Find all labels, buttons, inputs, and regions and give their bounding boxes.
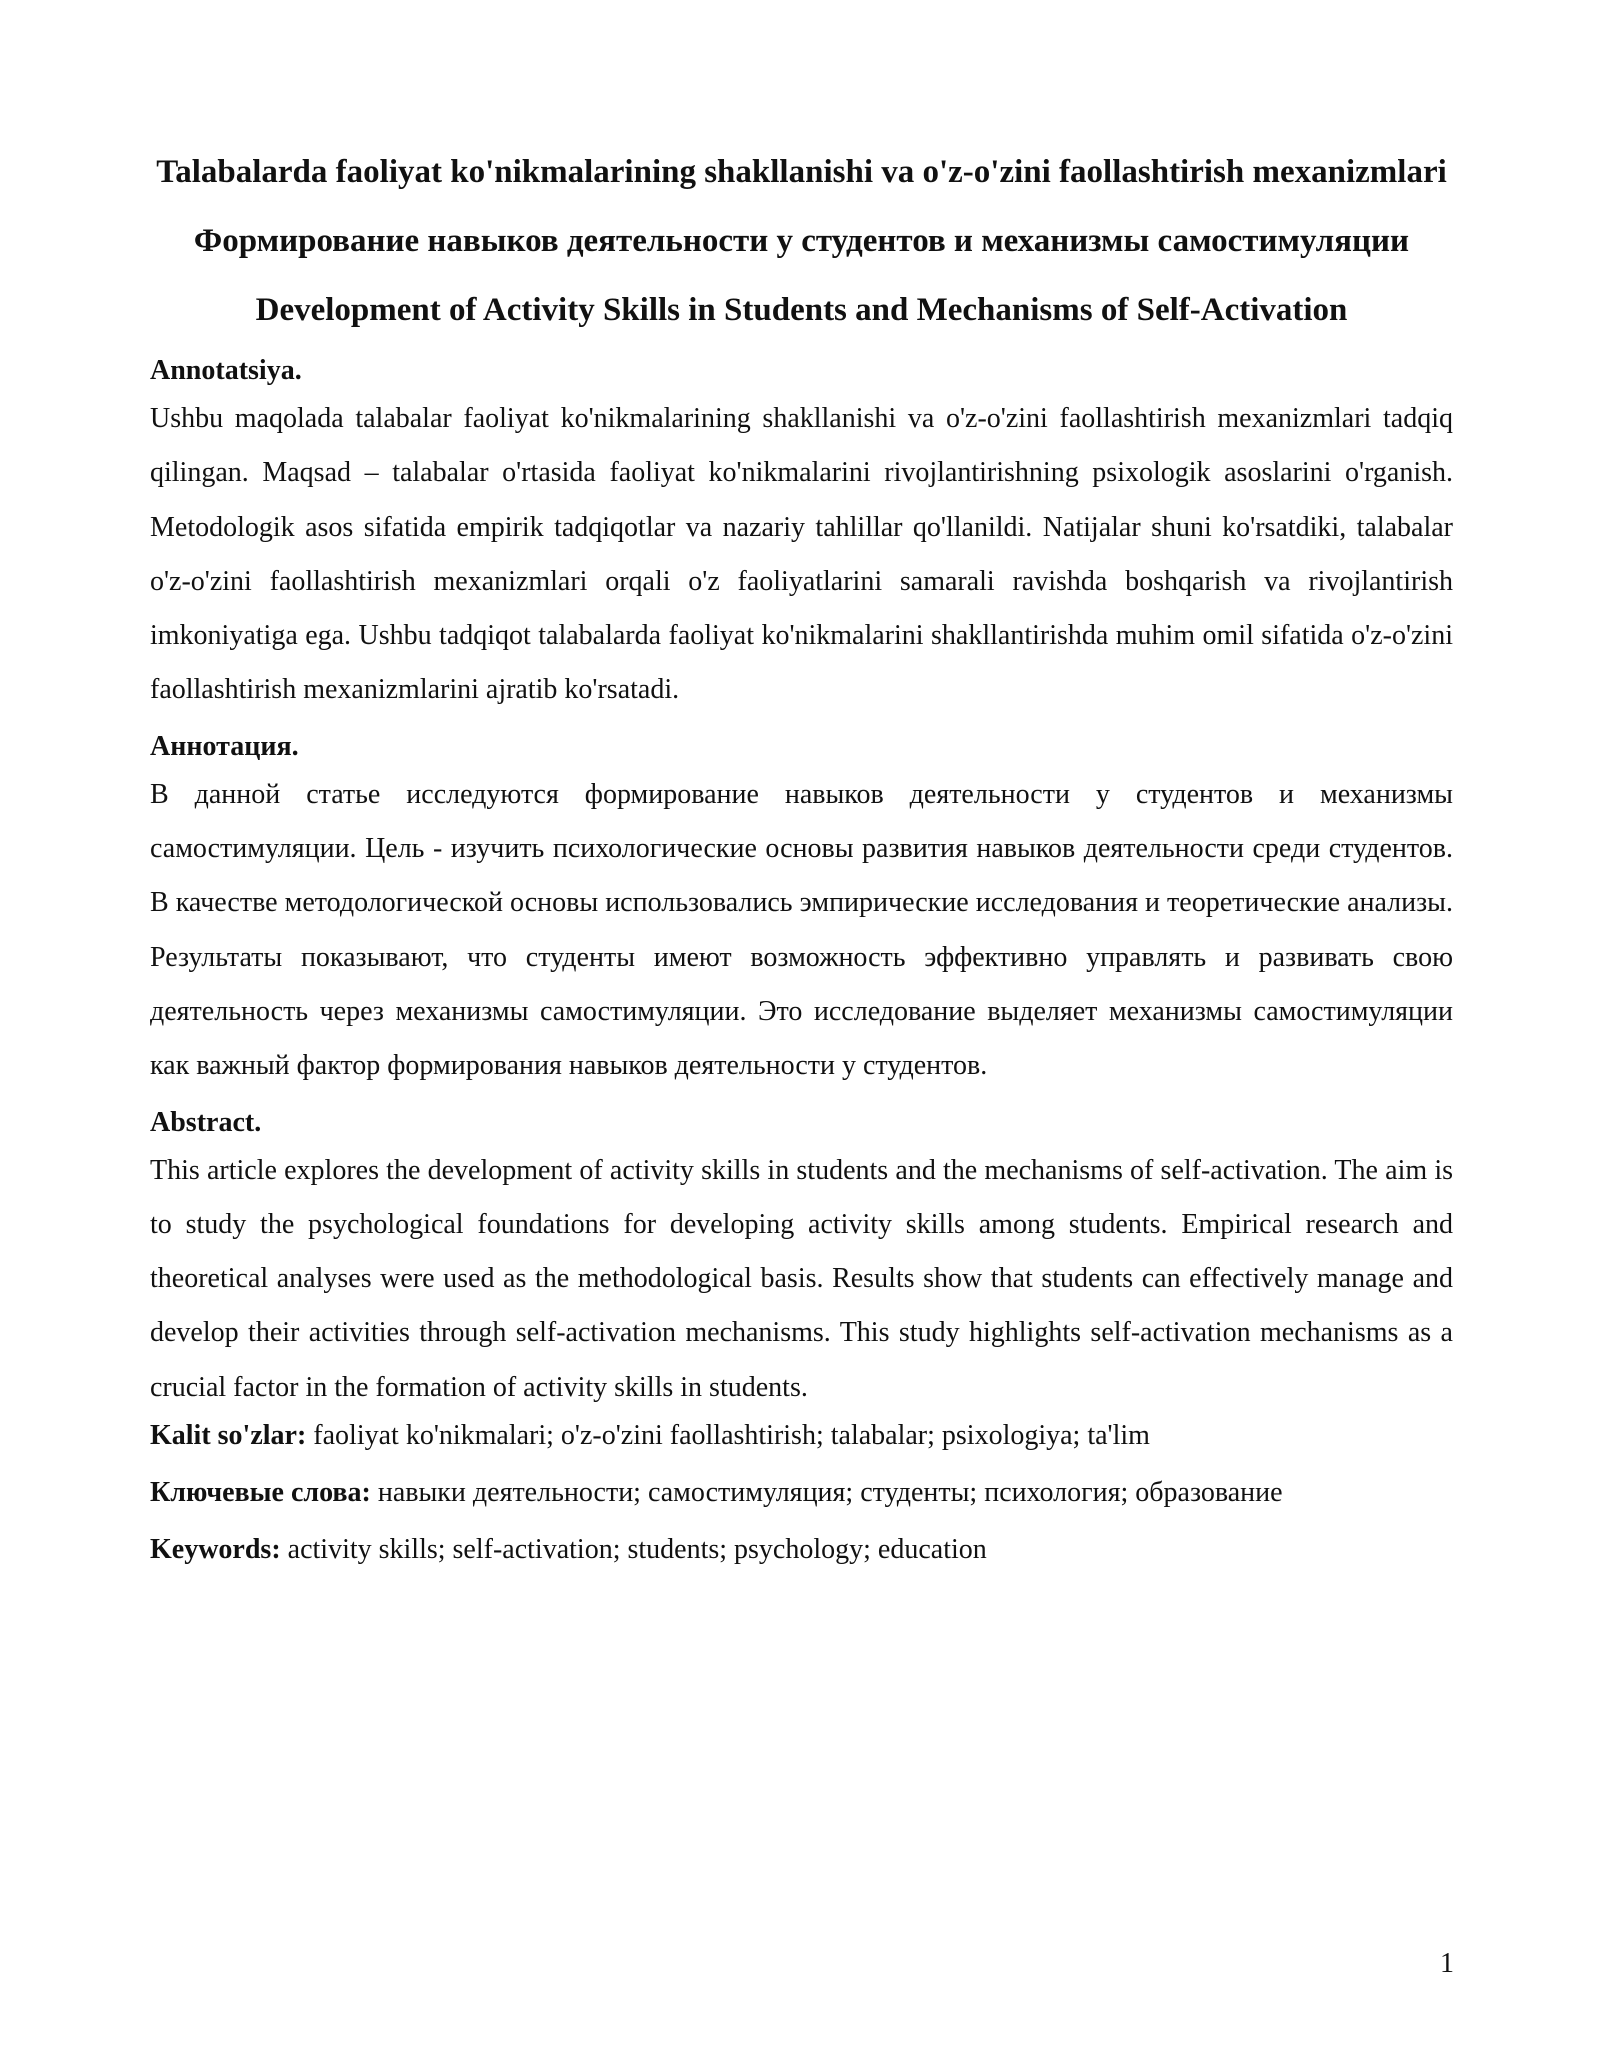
keywords-en <box>150 1529 1453 1571</box>
title-uzbek: Talabalarda faoliyat ko'nikmalarining shakllanishi va o'z-o'zini faollashtirish mexanizmlari <box>156 154 1447 190</box>
keywords-uz <box>150 1415 1453 1457</box>
keywords-uz-label: Kalit so'zlar: <box>150 1420 307 1452</box>
keywords-en-label: Keywords: <box>150 1534 281 1566</box>
abstract-uz-heading: Annotatsiya. <box>150 355 302 386</box>
abstract-ru-heading: Аннотация. <box>150 730 299 762</box>
title-english: Development of Activity Skills in Students and Mechanisms of Self-Activation <box>255 292 1348 328</box>
keywords-en-text: activity skills; self-activation; students; psychology; education <box>280 1534 987 1566</box>
keywords-ru-text: навыки деятельности; самостимуляция; студенты; психология; образование <box>370 1477 1283 1509</box>
page-number: 1 <box>1440 1948 1454 1979</box>
abstract-en-text: This article explores the development of activity skills in students and the mechanisms of self-activation. The aim is to study the psychological foundations for developing activity skills among students. Empirical research and theoretical analyses were used as the methodological basis. Results show that students can effectively manage and develop their activities through self-activation mechanisms. This study highlights self-activation mechanisms as a crucial factor in the formation of activity skills in students. <box>150 1154 1453 1403</box>
document-page <box>150 140 1453 1571</box>
abstract-en-heading: Abstract. <box>150 1106 262 1138</box>
keywords-ru-label: Ключевые слова: <box>150 1477 371 1509</box>
keywords-ru <box>150 1472 1453 1514</box>
keywords-uz-text: faoliyat ko'nikmalari; o'z-o'zini faollashtirish; talabalar; psixologiya; ta'lim <box>306 1420 1150 1452</box>
title-russian: Формирование навыков деятельности у студентов и механизмы самостимуляции <box>193 223 1410 259</box>
abstract-uz-text: Ushbu maqolada talabalar faoliyat ko'nikmalarining shakllanishi va o'z-o'zini faollashtirish mexanizmlari tadqiq qilingan. Maqsad – talabalar o'rtasida faoliyat ko'nikmalarini rivojlantirishning psixologik asoslarini o'rganish. Metodologik asos sifatida empirik tadqiqotlar va nazariy tahlillar qo'llanildi. Natijalar shuni ko'rsatdiki, talabalar o'z-o'zini faollashtirish mexanizmlari orqali o'z faoliyatlarini samarali ravishda boshqarish va rivojlantirish imkoniyatiga ega. Ushbu tadqiqot talabalarda faoliyat ko'nikmalarini shakllantirishda muhim omil sifatida o'z-o'zini faollashtirish mexanizmlarini ajratib ko'rsatadi. <box>150 403 1453 706</box>
abstract-ru-text: В данной статье исследуются формирование навыков деятельности у студентов и механизмы самостимуляции. Цель - изучить психологические основы развития навыков деятельности среди студентов. В качестве методологической основы использовались эмпирические исследования и теоретические анализы. Результаты показывают, что студенты имеют возможность эффективно управлять и развивать свою деятельность через механизмы самостимуляции. Это исследование выделяет механизмы самостимуляции как важный фактор формирования навыков деятельности у студентов. <box>150 778 1453 1082</box>
